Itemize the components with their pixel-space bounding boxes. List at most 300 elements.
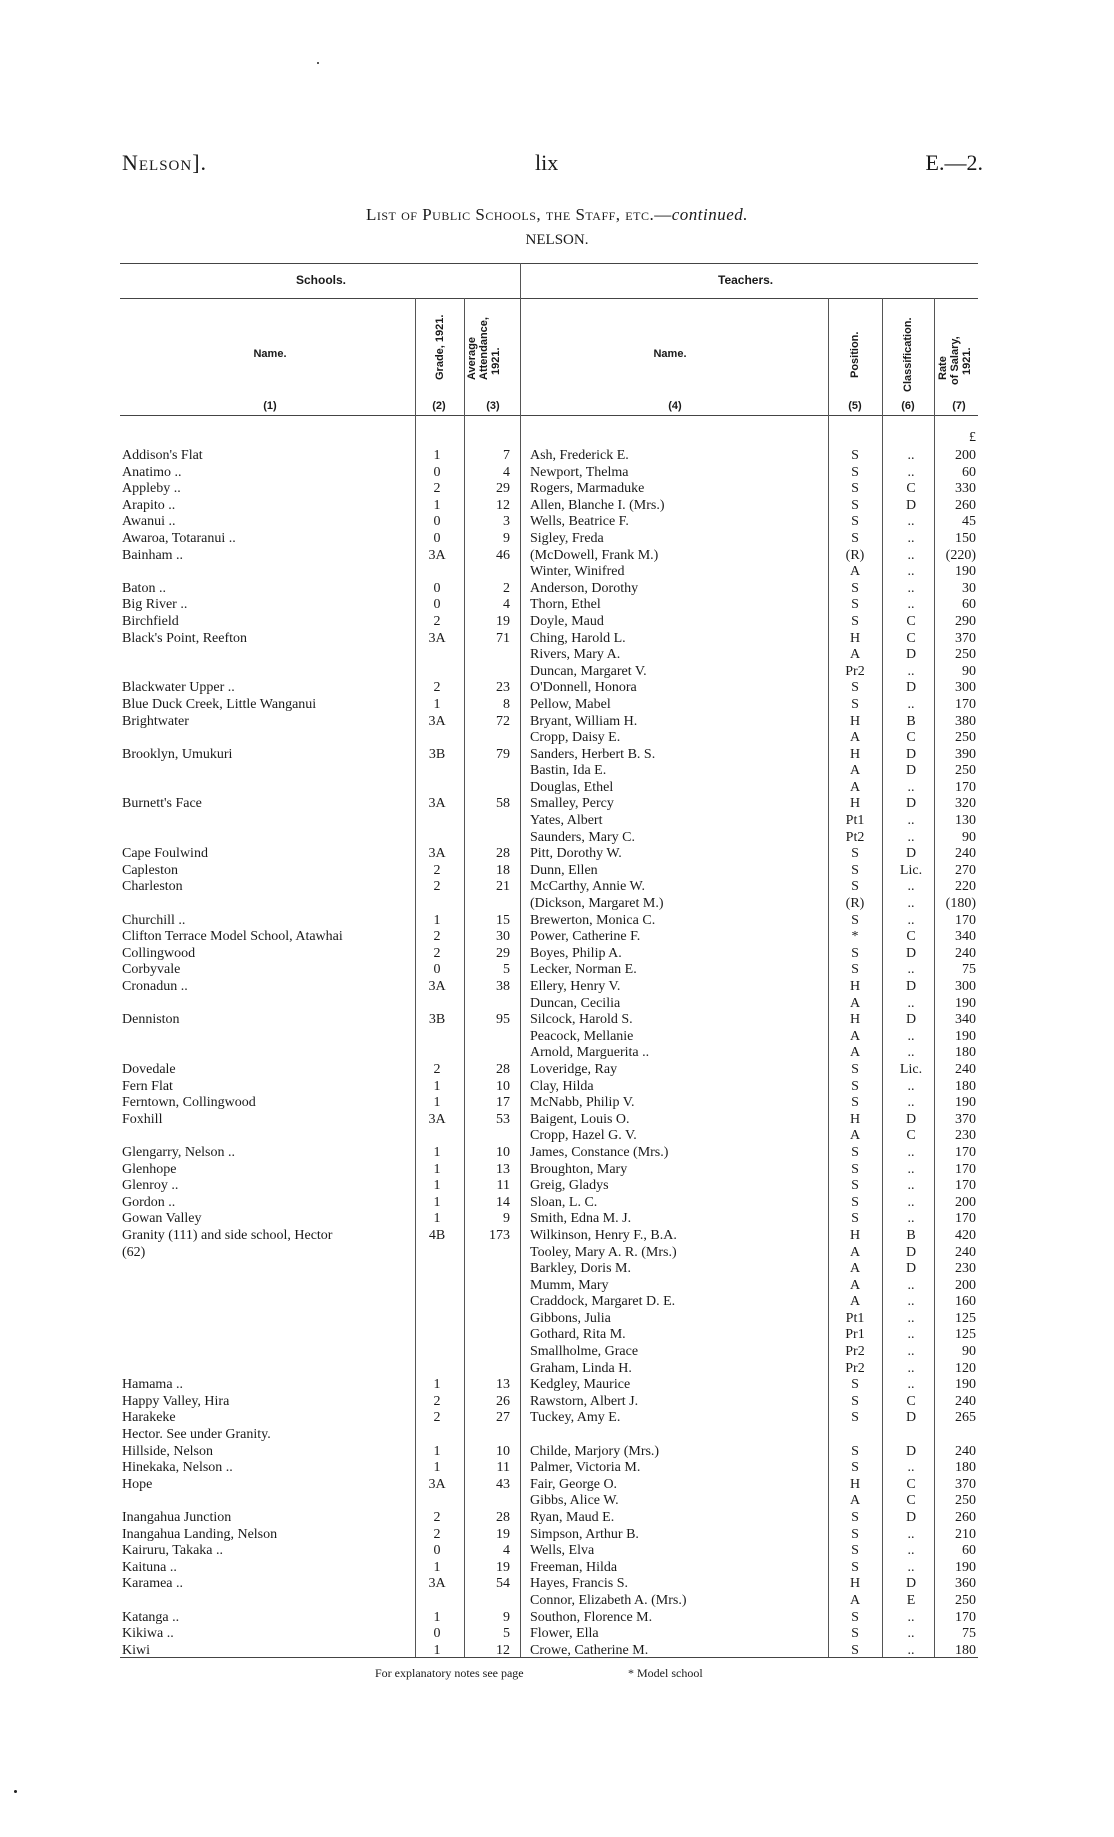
classification: .. (907, 1178, 915, 1194)
attendance: 17 (496, 1095, 510, 1111)
classification: .. (907, 1642, 915, 1658)
grade: 4B (428, 1227, 446, 1243)
salary: 190 (955, 564, 976, 580)
table-row (0, 846, 1114, 863)
teacher-name: Rivers, Mary A. (530, 647, 621, 663)
classification: D (905, 1443, 917, 1459)
grade: 0 (433, 1543, 441, 1559)
school-name: Kiwi (122, 1642, 150, 1658)
teacher-name: Gothard, Rita M. (530, 1327, 626, 1343)
salary: 230 (955, 1261, 976, 1277)
classification: .. (907, 514, 915, 530)
teacher-name: Dunn, Ellen (530, 862, 598, 878)
attendance: 9 (503, 530, 510, 546)
school-name: Churchill .. (122, 912, 186, 928)
col-teacher-name: Name. (653, 348, 687, 360)
footnote-explanatory: For explanatory notes see page (375, 1666, 524, 1680)
classification: C (906, 1476, 916, 1492)
salary: 170 (955, 696, 976, 712)
salary: 250 (955, 1592, 976, 1608)
salary: 360 (955, 1576, 976, 1592)
col-attendance-a: Average (466, 336, 478, 380)
table-row (0, 714, 1114, 731)
school-name: Katanga .. (122, 1609, 180, 1625)
grade: 1 (433, 1609, 441, 1625)
grade: 2 (433, 1526, 441, 1542)
page-header-left: Nelson]. (122, 150, 208, 175)
table-top-rule (120, 263, 978, 264)
attendance: 9 (503, 1211, 510, 1227)
classification: .. (907, 1360, 915, 1376)
grade: 0 (433, 514, 441, 530)
classification: C (906, 730, 916, 746)
teacher-name: Sigley, Freda (530, 530, 604, 546)
salary: 90 (962, 1344, 976, 1360)
attendance: 23 (496, 680, 510, 696)
position: Pr1 (845, 1327, 865, 1343)
classification: D (905, 1576, 917, 1592)
position: (R) (845, 896, 865, 912)
grade: 2 (433, 1410, 441, 1426)
grade: 3A (428, 630, 446, 646)
salary: 190 (955, 1559, 976, 1575)
classification: .. (907, 1211, 915, 1227)
position: H (849, 979, 861, 994)
teacher-name: Kedgley, Maurice (530, 1377, 631, 1393)
school-name: Burnett's Face (122, 796, 202, 812)
school-name: Clifton Terrace Model School, Atawhai (122, 929, 343, 945)
school-name: Hillside, Nelson (122, 1443, 213, 1459)
grade: 2 (433, 680, 441, 696)
table-row (0, 1178, 1114, 1195)
table-row (0, 1410, 1114, 1427)
salary: 240 (955, 1393, 976, 1409)
salary: 240 (955, 1244, 976, 1260)
salary: 60 (962, 464, 976, 480)
salary: 60 (962, 597, 976, 613)
teacher-name: Duncan, Cecilia (530, 995, 621, 1011)
teacher-name: Tuckey, Amy E. (530, 1410, 621, 1426)
school-name: Kaituna .. (122, 1559, 177, 1575)
grade: 1 (433, 1095, 441, 1111)
grade: 2 (433, 879, 441, 895)
school-name: Kikiwa .. (122, 1626, 174, 1642)
classification: .. (907, 829, 915, 845)
position: S (851, 1095, 859, 1111)
salary: 240 (955, 846, 976, 862)
position: A (849, 1028, 861, 1044)
position: S (851, 962, 859, 978)
position: A (849, 1493, 861, 1509)
position: S (851, 1078, 859, 1094)
grade: 3A (428, 796, 446, 812)
school-name: Addison's Flat (122, 448, 203, 463)
classification: .. (907, 1028, 915, 1044)
position: A (849, 1045, 861, 1061)
title-main: List of Public Schools, the Staff, etc.— (365, 205, 672, 224)
grade: 1 (433, 1559, 441, 1575)
salary: 190 (955, 1377, 976, 1393)
classification: C (906, 1493, 916, 1509)
attendance: 7 (503, 448, 510, 463)
col-number-2: (2) (432, 400, 446, 412)
school-name: Anatimo .. (122, 464, 182, 480)
classification: .. (907, 1327, 915, 1343)
teacher-name: Smalley, Percy (530, 796, 614, 812)
attendance: 54 (496, 1576, 510, 1592)
col-classification: Classification. (902, 317, 914, 392)
col-salary-b: of Salary, (949, 336, 961, 385)
table-row (0, 1311, 1114, 1328)
teacher-name: Simpson, Arthur B. (530, 1526, 639, 1542)
salary: 180 (955, 1642, 976, 1658)
school-name: Baton .. (122, 580, 166, 596)
position: S (851, 1526, 859, 1542)
salary: 90 (962, 829, 976, 845)
position: H (849, 630, 861, 646)
classification: .. (907, 663, 915, 679)
classification: .. (907, 1045, 915, 1061)
classification: .. (907, 912, 915, 928)
position: A (849, 1244, 861, 1260)
teacher-name: Duncan, Margaret V. (530, 663, 647, 679)
teacher-name: McCarthy, Annie W. (530, 879, 645, 895)
attendance: 95 (496, 1012, 510, 1028)
salary: 120 (955, 1360, 976, 1376)
table-row (0, 1095, 1114, 1112)
table-row (0, 1012, 1114, 1029)
school-name: Denniston (122, 1012, 180, 1028)
salary: (220) (945, 547, 976, 563)
salary: 170 (955, 779, 976, 795)
table-row (0, 962, 1114, 979)
col-school-name: Name. (253, 348, 287, 360)
classification: .. (907, 1194, 915, 1210)
col-number-3: (3) (486, 400, 500, 412)
grade: 0 (433, 1626, 441, 1642)
position: A (849, 995, 861, 1011)
table-row (0, 465, 1114, 482)
school-name: Kairuru, Takaka .. (122, 1543, 224, 1559)
grade: 2 (433, 929, 441, 945)
teacher-name: Graham, Linda H. (530, 1360, 632, 1376)
grade: 2 (433, 1061, 441, 1077)
classification: .. (907, 547, 915, 563)
attendance: 9 (503, 1609, 510, 1625)
attendance: 12 (496, 497, 510, 513)
classification: .. (907, 896, 915, 912)
classification: .. (907, 464, 915, 480)
col-grade: Grade, 1921. (434, 314, 446, 380)
position: H (849, 1476, 861, 1492)
grade: 1 (433, 1144, 441, 1160)
salary: 265 (955, 1410, 976, 1426)
school-name: Bainham .. (122, 547, 184, 563)
classification: .. (907, 1310, 915, 1326)
table-row (0, 929, 1114, 946)
grade: 3B (428, 1012, 446, 1028)
attendance: 4 (503, 597, 510, 613)
salary: 125 (955, 1327, 976, 1343)
grade: 3A (428, 1576, 446, 1592)
classification: .. (907, 962, 915, 978)
classification: .. (907, 530, 915, 546)
table-row (0, 730, 1114, 747)
teacher-name: Cropp, Hazel G. V. (530, 1128, 637, 1144)
classification: .. (907, 813, 915, 829)
position: A (849, 1592, 861, 1608)
classification: D (905, 746, 917, 762)
table-row (0, 531, 1114, 548)
grade: 2 (433, 1510, 441, 1525)
attendance: 58 (496, 796, 510, 812)
salary: 125 (955, 1310, 976, 1326)
table-row (0, 597, 1114, 614)
school-name: Corbyvale (122, 962, 181, 978)
teacher-name: Thorn, Ethel (530, 597, 601, 613)
table-row (0, 498, 1114, 515)
salary: 250 (955, 647, 976, 663)
grade: 1 (433, 497, 441, 513)
position: S (851, 696, 859, 712)
position: Pr2 (845, 663, 865, 679)
classification: .. (907, 879, 915, 895)
position: A (849, 1277, 861, 1293)
table-row (0, 614, 1114, 631)
salary: 320 (955, 796, 976, 812)
salary: 90 (962, 663, 976, 679)
teacher-name: James, Constance (Mrs.) (530, 1144, 669, 1160)
salary: 180 (955, 1078, 976, 1094)
teacher-name: Fair, George O. (530, 1476, 618, 1492)
classification: D (905, 1111, 917, 1127)
position: A (849, 763, 861, 779)
salary: 370 (955, 1476, 976, 1492)
salary: 420 (955, 1227, 976, 1243)
attendance: 13 (496, 1161, 510, 1177)
attendance: 26 (496, 1393, 510, 1409)
classification: .. (907, 995, 915, 1011)
teacher-name: Yates, Albert (530, 813, 603, 829)
teacher-name: Baigent, Louis O. (530, 1111, 630, 1127)
page-speck (317, 62, 319, 64)
classification: Lic. (899, 862, 923, 878)
position: S (851, 1161, 859, 1177)
classification: .. (907, 1526, 915, 1542)
page-number: lix (535, 150, 559, 175)
attendance: 5 (503, 1626, 510, 1642)
attendance: 46 (496, 547, 510, 563)
attendance: 12 (496, 1642, 510, 1658)
grade: 3A (428, 846, 446, 862)
school-name: Happy Valley, Hira (122, 1393, 230, 1409)
attendance: 13 (496, 1377, 510, 1393)
attendance: 19 (496, 1526, 510, 1542)
classification: .. (907, 1078, 915, 1094)
table-row (0, 1128, 1114, 1145)
teacher-name: Douglas, Ethel (530, 779, 614, 795)
attendance: 10 (496, 1144, 510, 1160)
position: A (849, 564, 861, 580)
table-row (0, 548, 1114, 565)
position: A (849, 1128, 861, 1144)
group-header-rule (120, 298, 978, 299)
classification: C (906, 630, 916, 646)
position: S (851, 514, 859, 530)
position: S (851, 680, 859, 696)
position: S (851, 1443, 859, 1459)
teacher-name: Barkley, Doris M. (530, 1261, 631, 1277)
attendance: 19 (496, 1559, 510, 1575)
col-attendance-b: Attendance, (478, 317, 490, 380)
teacher-name: Wilkinson, Henry F., B.A. (530, 1227, 677, 1243)
salary: 210 (955, 1526, 976, 1542)
grade: 3A (428, 1111, 446, 1127)
teacher-name: Loveridge, Ray (530, 1061, 618, 1077)
position: S (851, 481, 859, 497)
table-row (0, 564, 1114, 581)
position: * (851, 929, 859, 945)
school-name: Hector. See under Granity. (122, 1427, 271, 1443)
school-name: Gowan Valley (122, 1211, 202, 1227)
school-name: Appleby .. (122, 481, 181, 497)
teacher-name: McNabb, Philip V. (530, 1095, 635, 1111)
classification: .. (907, 1144, 915, 1160)
position: Pr2 (845, 1344, 865, 1360)
attendance: 79 (496, 746, 510, 762)
attendance: 4 (503, 464, 510, 480)
title-continued: continued. (671, 205, 748, 224)
grade: 1 (433, 1460, 441, 1476)
group-schools: Schools. (296, 273, 347, 287)
table-row (0, 1079, 1114, 1096)
salary: 200 (955, 448, 976, 463)
school-name: Granity (111) and side school, Hector (122, 1227, 333, 1243)
attendance: 53 (496, 1111, 510, 1127)
teacher-name: Saunders, Mary C. (530, 829, 635, 845)
salary: 170 (955, 912, 976, 928)
classification: D (905, 1510, 917, 1525)
salary: 260 (955, 497, 976, 513)
salary: 270 (955, 862, 976, 878)
school-name: Awanui .. (122, 514, 176, 530)
table-row (0, 879, 1114, 896)
position: H (849, 1576, 861, 1592)
position: S (851, 448, 859, 463)
grade: 2 (433, 862, 441, 878)
grade: 1 (433, 1377, 441, 1393)
table-row (0, 1245, 1114, 1262)
teacher-name: Brewerton, Monica C. (530, 912, 656, 928)
attendance: 72 (496, 713, 510, 729)
table-row (0, 747, 1114, 764)
teacher-name: Gibbons, Julia (530, 1310, 611, 1326)
salary: 300 (955, 979, 976, 994)
grade: 0 (433, 962, 441, 978)
attendance: 3 (503, 514, 510, 530)
school-name: Capleston (122, 862, 178, 878)
teacher-name: Ellery, Henry V. (530, 979, 621, 994)
attendance: 21 (496, 879, 510, 895)
classification: C (906, 613, 916, 629)
teacher-name: Clay, Hilda (530, 1078, 594, 1094)
table-row (0, 1195, 1114, 1212)
position: H (849, 713, 861, 729)
position: S (851, 1178, 859, 1194)
position: A (849, 647, 861, 663)
school-name: Brightwater (122, 713, 189, 729)
teacher-name: Smallholme, Grace (530, 1344, 639, 1360)
school-name: Cronadun .. (122, 979, 188, 994)
position: Pt2 (845, 829, 865, 845)
attendance: 5 (503, 962, 510, 978)
salary: 170 (955, 1178, 976, 1194)
teacher-name: Flower, Ella (530, 1626, 599, 1642)
position: S (851, 1194, 859, 1210)
attendance: 11 (496, 1178, 510, 1194)
table-row (0, 1344, 1114, 1361)
teacher-name: Ching, Harold L. (530, 630, 626, 646)
salary: 240 (955, 1061, 976, 1077)
salary: 190 (955, 1028, 976, 1044)
classification: .. (907, 1095, 915, 1111)
teacher-name: Tooley, Mary A. R. (Mrs.) (530, 1244, 677, 1260)
position: S (851, 862, 859, 878)
teacher-name: Winter, Winifred (530, 564, 625, 580)
salary: 250 (955, 730, 976, 746)
table-row (0, 647, 1114, 664)
table-row (0, 1527, 1114, 1544)
region-heading: NELSON. (525, 232, 589, 248)
teacher-name: Childe, Marjory (Mrs.) (530, 1443, 660, 1459)
salary: 160 (955, 1294, 976, 1310)
attendance: 19 (496, 613, 510, 629)
teacher-name: Peacock, Mellanie (530, 1028, 634, 1044)
salary: 300 (955, 680, 976, 696)
salary: 60 (962, 1543, 976, 1559)
teacher-name: Arnold, Marguerita .. (530, 1045, 650, 1061)
position: S (851, 1510, 859, 1525)
grade: 3A (428, 713, 446, 729)
grade: 2 (433, 945, 441, 961)
school-name: Foxhill (122, 1111, 163, 1127)
table-row (0, 780, 1114, 797)
table-row (0, 913, 1114, 930)
salary: 370 (955, 630, 976, 646)
grade: 1 (433, 696, 441, 712)
teacher-name: Power, Catherine F. (530, 929, 641, 945)
position: S (851, 464, 859, 480)
school-name: Ferntown, Collingwood (122, 1095, 256, 1111)
salary: 380 (955, 713, 976, 729)
table-row (0, 1427, 1114, 1444)
salary: 170 (955, 1144, 976, 1160)
school-name: Dovedale (122, 1061, 176, 1077)
table-row (0, 1560, 1114, 1577)
position: S (851, 846, 859, 862)
salary: 250 (955, 1493, 976, 1509)
teacher-name: Boyes, Philip A. (530, 945, 622, 961)
grade: 2 (433, 481, 441, 497)
table-row (0, 1045, 1114, 1062)
teacher-name: Rawstorn, Albert J. (530, 1393, 639, 1409)
grade: 1 (433, 1642, 441, 1658)
salary: 340 (955, 1012, 976, 1028)
table-row (0, 979, 1114, 996)
classification: D (905, 647, 917, 663)
salary: 75 (962, 962, 976, 978)
school-name: Hope (122, 1476, 153, 1492)
